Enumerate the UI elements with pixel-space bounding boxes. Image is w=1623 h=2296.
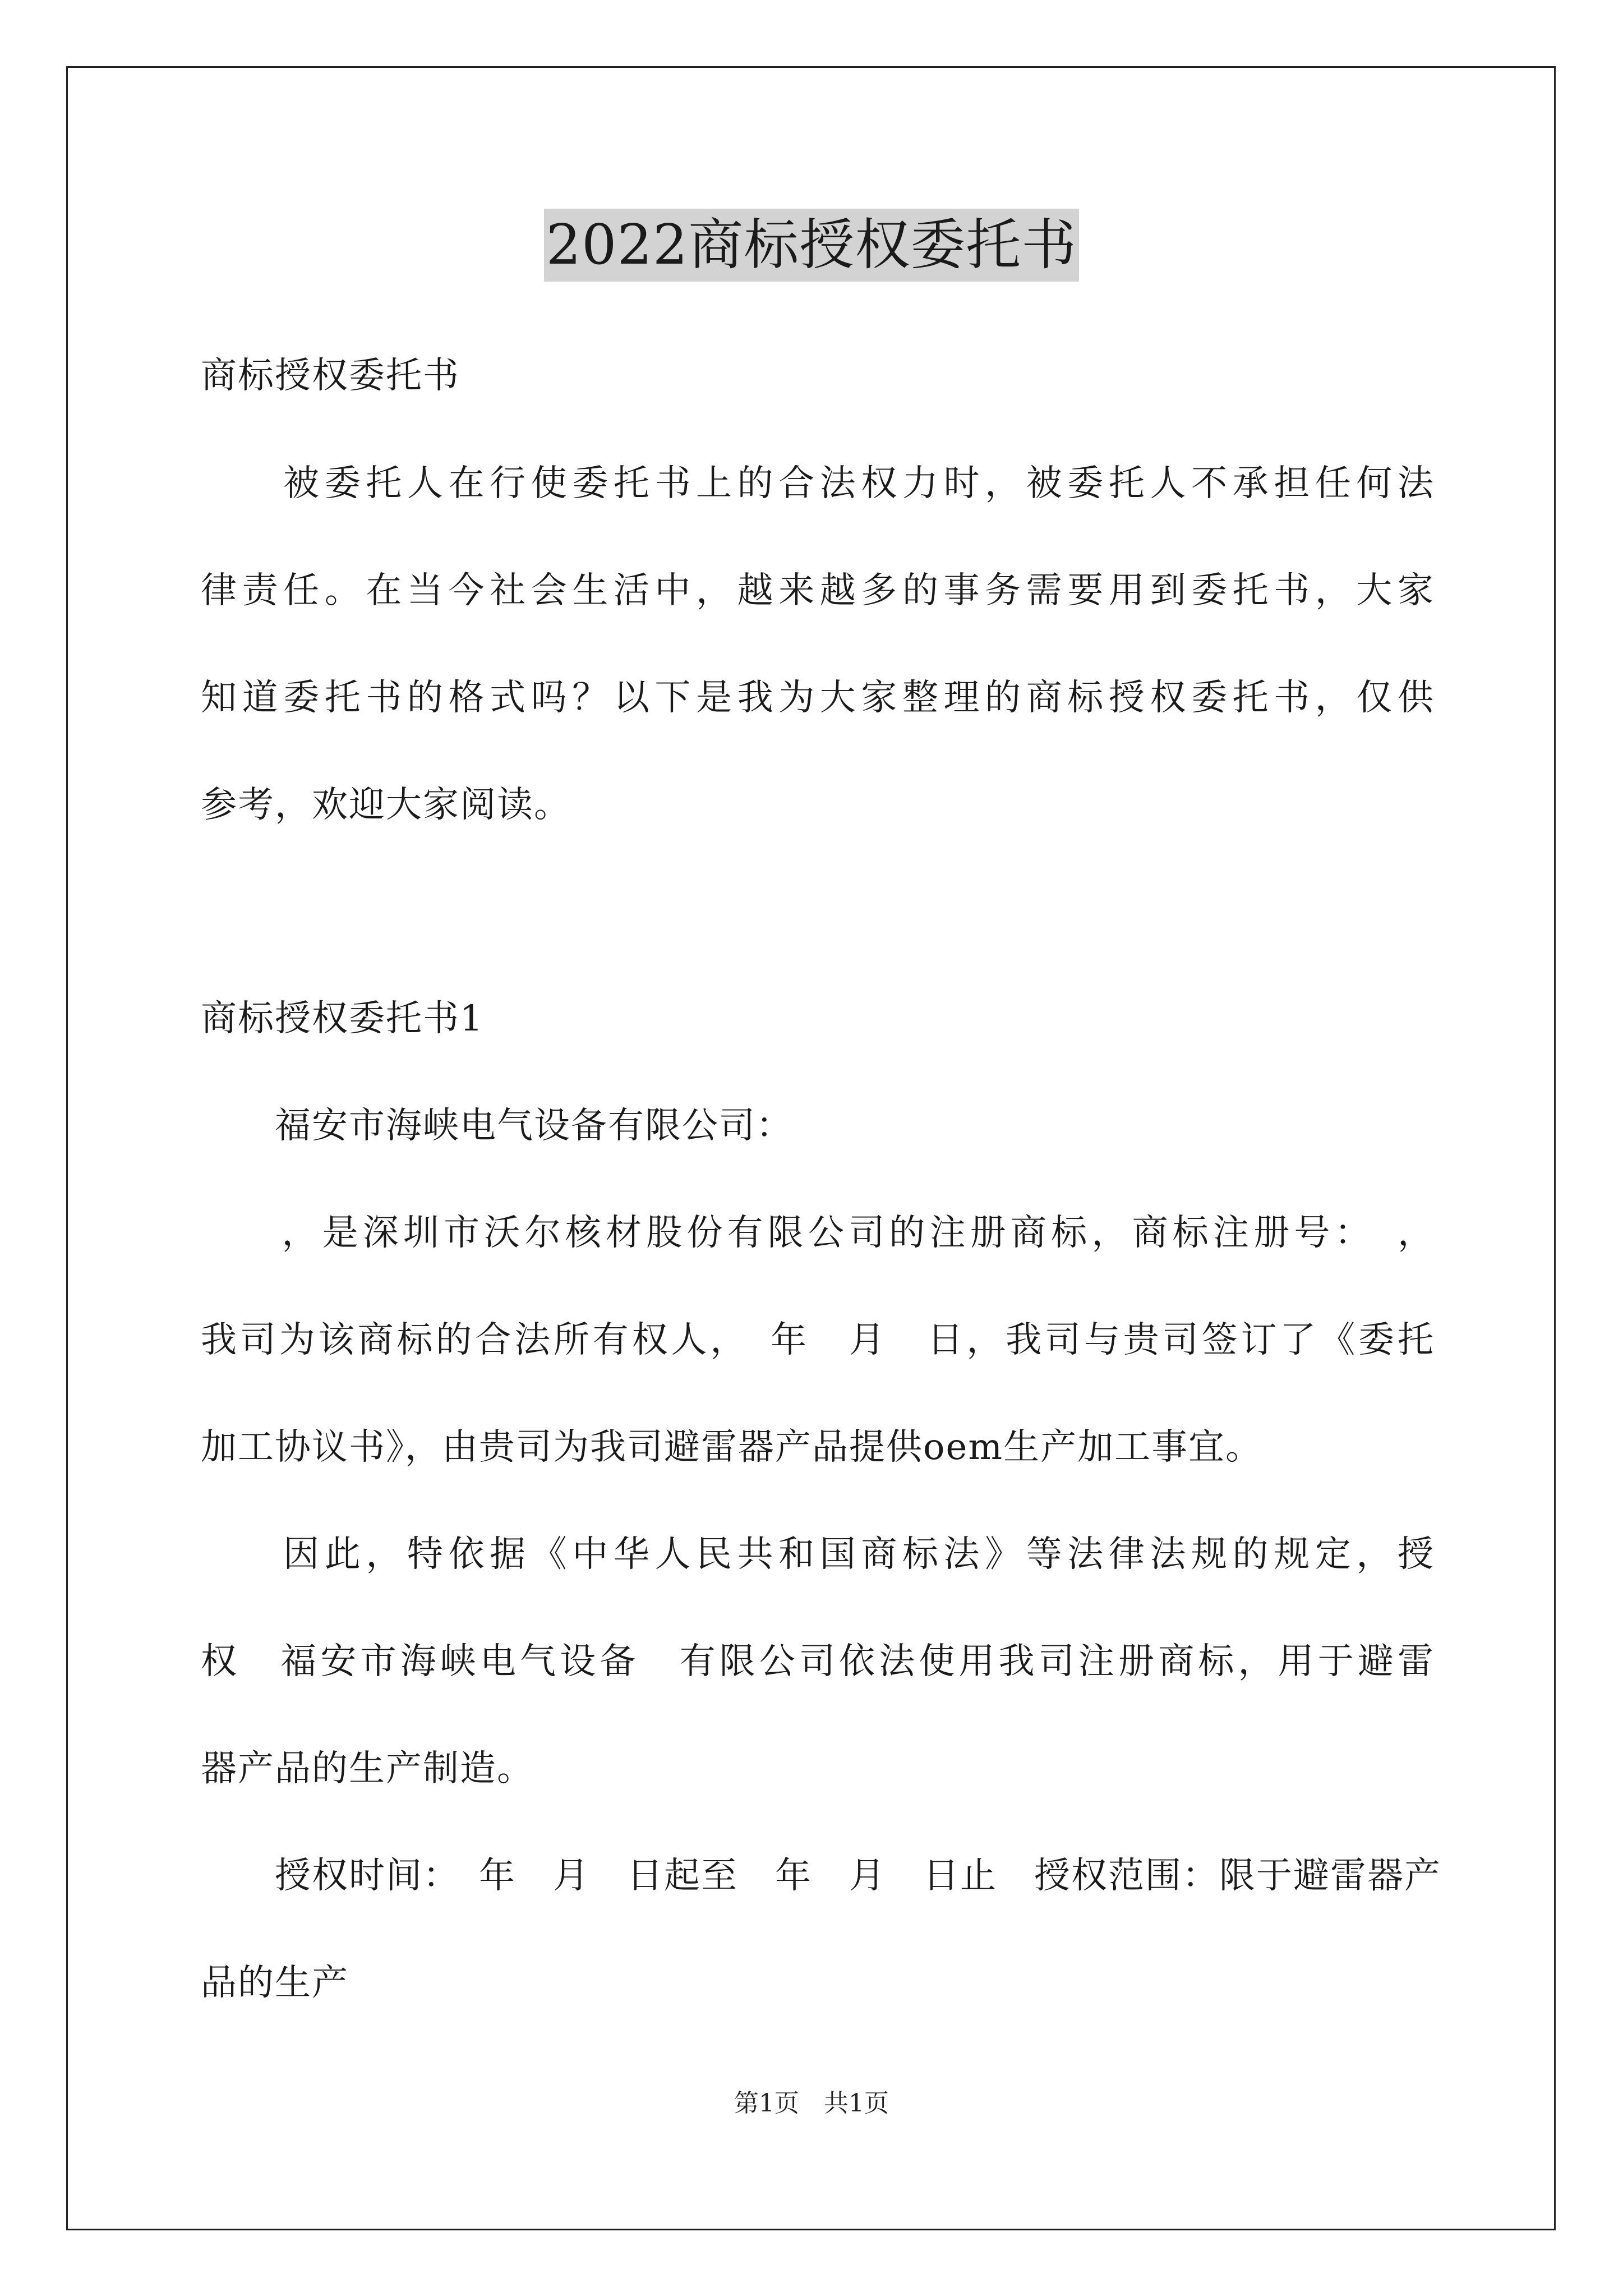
intro-line-4: 参考，欢迎大家阅读。: [201, 784, 571, 826]
subtitle: 商标授权委托书: [201, 355, 460, 397]
body-line-1: 福安市海峡电气设备有限公司：: [201, 1105, 793, 1147]
body-line-6: 权 福安市海峡电气设备 有限公司依法使用我司注册商标，用于避雷: [201, 1641, 1435, 1682]
intro-line-2: 律责任。在当今社会生活中，越来越多的事务需要用到委托书，大家: [201, 570, 1435, 611]
body-line-9: 品的生产: [201, 1962, 349, 2004]
document-title: 2022商标授权委托书: [544, 209, 1079, 282]
intro-line-3: 知道委托书的格式吗？以下是我为大家整理的商标授权委托书，仅供: [201, 677, 1435, 719]
page-footer: 第1页 共1页: [734, 2089, 889, 2118]
title-container: [0, 209, 1623, 282]
body-line-5: 因此，特依据《中华人民共和国商标法》等法律法规的规定，授: [201, 1534, 1435, 1575]
body-line-7: 器产品的生产制造。: [201, 1748, 534, 1789]
body-line-3: 我司为该商标的合法所有权人， 年 月 日，我司与贵司签订了《委托: [201, 1319, 1435, 1361]
body-line-2: ，是深圳市沃尔核材股份有限公司的注册商标，商标注册号： ，: [201, 1212, 1435, 1254]
body-line-4: 加工协议书》，由贵司为我司避雷器产品提供oem生产加工事宜。: [201, 1427, 1263, 1468]
intro-line-1: 被委托人在行使委托书上的合法权力时，被委托人不承担任何法: [201, 463, 1435, 504]
section-heading: 商标授权委托书1: [201, 998, 484, 1039]
body-line-8: 授权时间： 年 月 日起至 年 月 日止 授权范围：限于避雷器产: [201, 1855, 1441, 1897]
